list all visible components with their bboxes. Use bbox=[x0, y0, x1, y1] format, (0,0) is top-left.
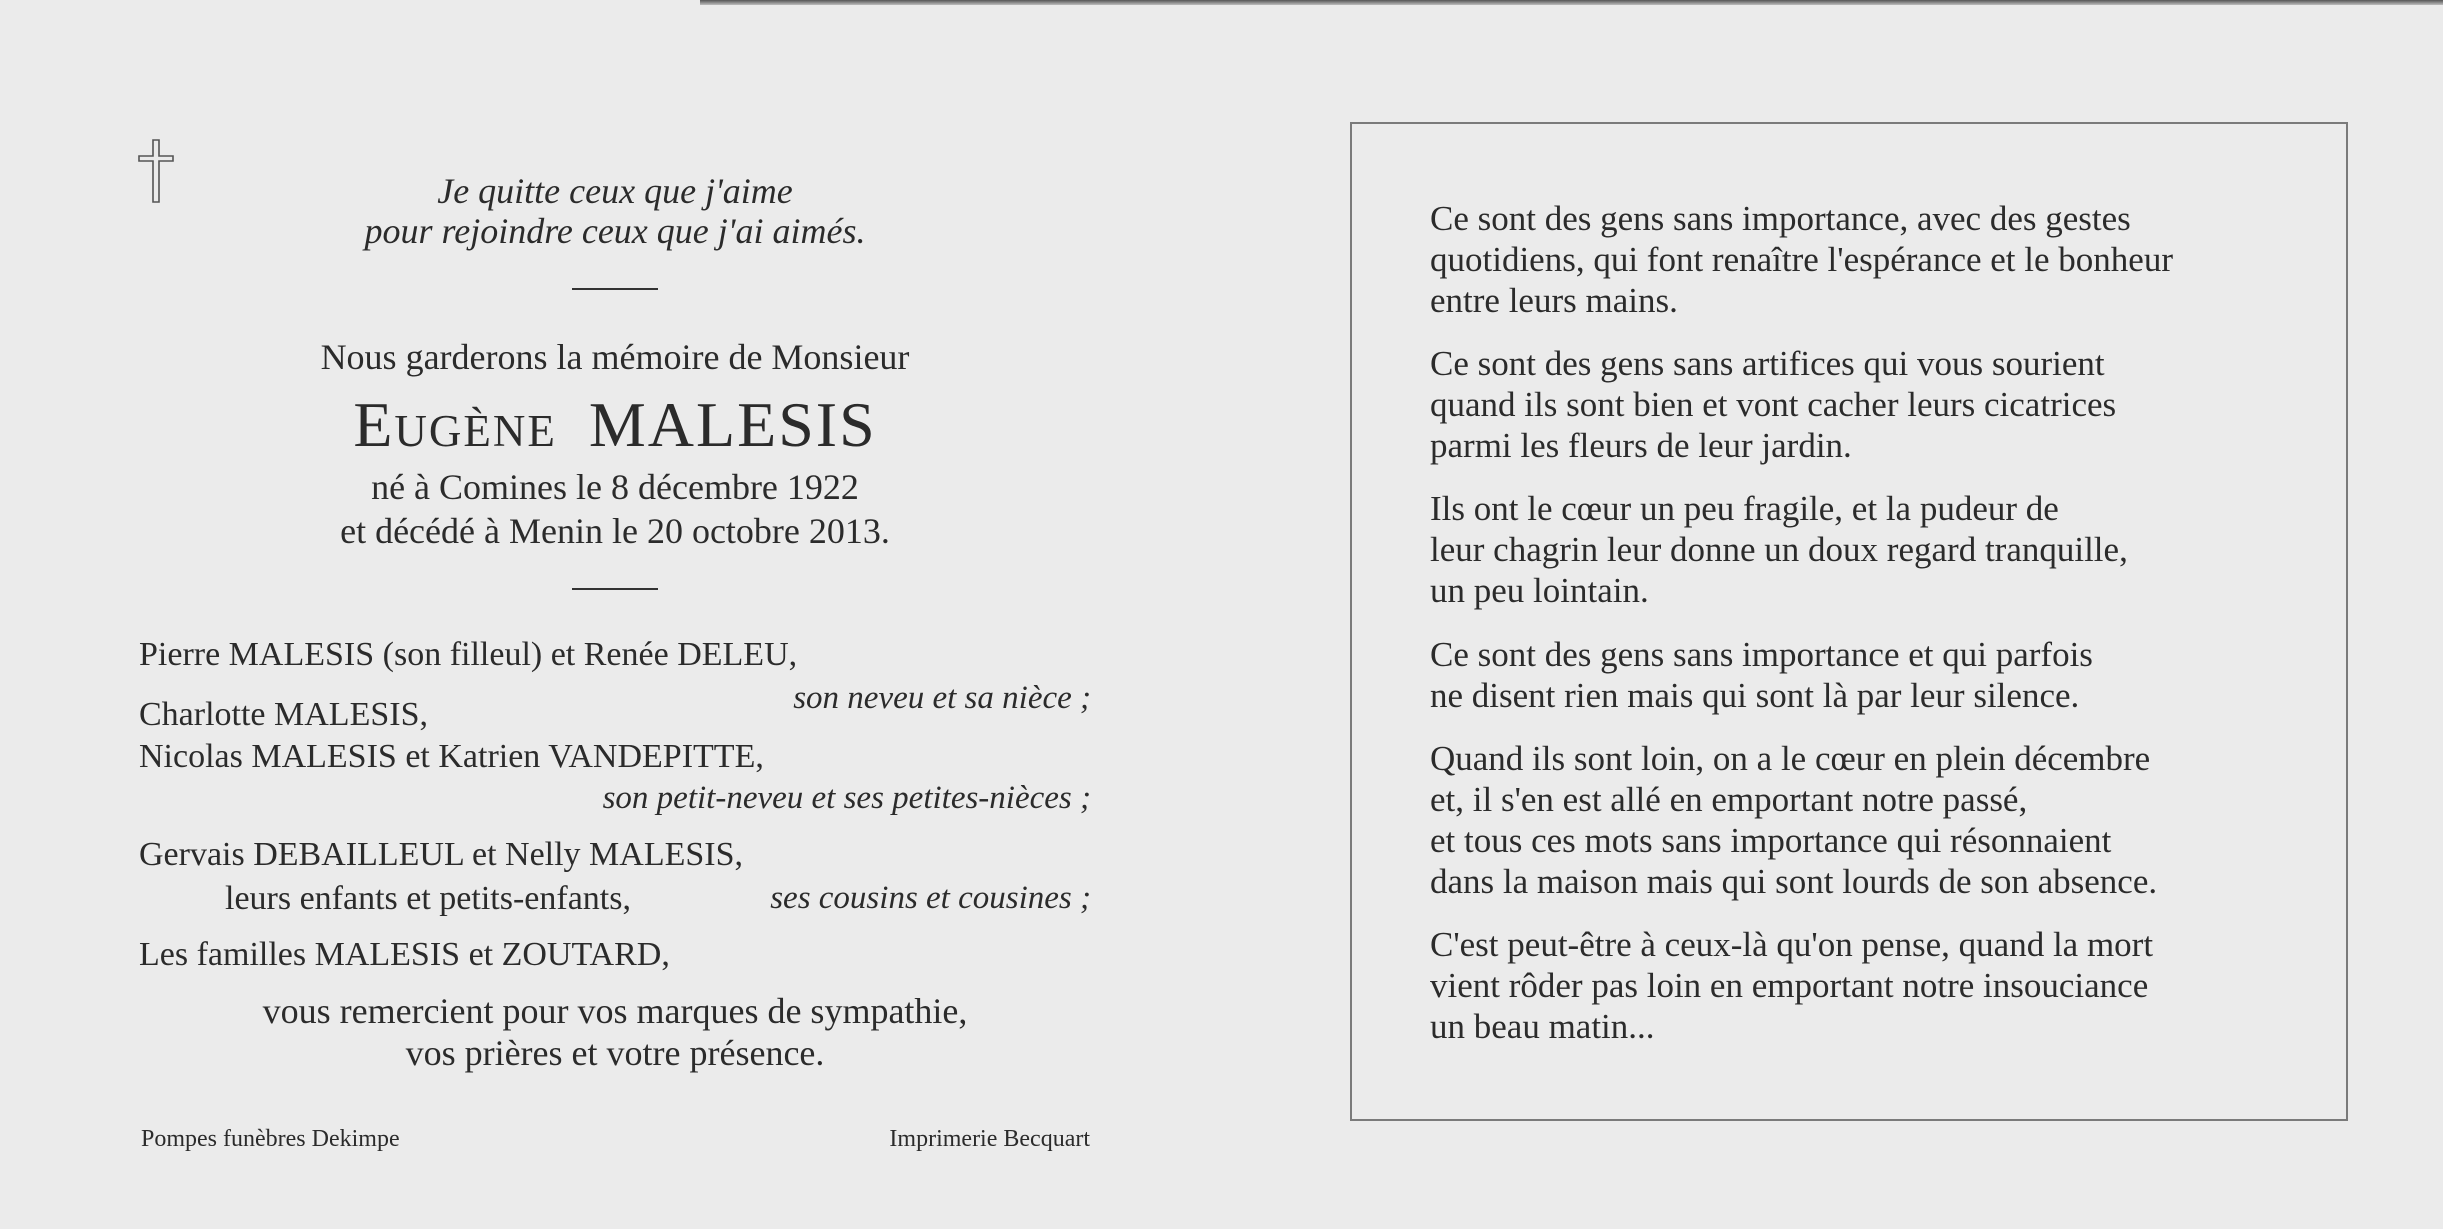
poem-stanza-2 bbox=[1430, 343, 2116, 466]
poem-line: Ce sont des gens sans importance et qui parfois bbox=[1430, 635, 2093, 674]
deceased-last-name: MALESIS bbox=[588, 389, 877, 460]
deceased-first-name: Eugène bbox=[353, 389, 557, 460]
poem-line: un peu lointain. bbox=[1430, 571, 1649, 610]
family-line-4: Gervais DEBAILLEUL et Nelly MALESIS, bbox=[139, 836, 744, 873]
deceased-name bbox=[215, 388, 1015, 462]
family-relation-1: son neveu et sa nièce ; bbox=[793, 680, 1091, 716]
thanks-line-1: vous remercient pour vos marques de sympathie, bbox=[262, 991, 968, 1031]
poem-line: vient rôder pas loin en emportant notre insouciance bbox=[1430, 966, 2149, 1005]
poem-stanza-5 bbox=[1430, 738, 2157, 902]
divider-2 bbox=[572, 588, 658, 590]
poem-line: et, il s'en est allé en emportant notre passé, bbox=[1430, 780, 2028, 819]
intro-text: Nous garderons la mémoire de Monsieur bbox=[320, 337, 910, 377]
poem-line: Ce sont des gens sans artifices qui vous sourient bbox=[1430, 344, 2105, 383]
poem-line: dans la maison mais qui sont lourds de son absence. bbox=[1430, 862, 2158, 901]
poem-line: Ils ont le cœur un peu fragile, et la pudeur de bbox=[1430, 489, 2059, 528]
family-relation-3: ses cousins et cousines ; bbox=[770, 880, 1091, 916]
printer: Imprimerie Becquart bbox=[889, 1126, 1090, 1152]
poem-stanza-3 bbox=[1430, 488, 2128, 611]
poem-line: un beau matin... bbox=[1430, 1007, 1655, 1046]
poem-line: parmi les fleurs de leur jardin. bbox=[1430, 426, 1852, 465]
poem-line: Quand ils sont loin, on a le cœur en plein décembre bbox=[1430, 739, 2151, 778]
cross-icon bbox=[136, 138, 176, 204]
poem-line: entre leurs mains. bbox=[1430, 281, 1678, 320]
epigraph-line-2: pour rejoindre ceux que j'ai aimés. bbox=[364, 211, 866, 251]
poem-line: et tous ces mots sans importance qui résonnaient bbox=[1430, 821, 2112, 860]
death-info: et décédé à Menin le 20 octobre 2013. bbox=[340, 511, 890, 551]
family-line-6: Les familles MALESIS et ZOUTARD, bbox=[139, 936, 670, 973]
poem-line: leur chagrin leur donne un doux regard tranquille, bbox=[1430, 530, 2128, 569]
poem-stanza-6 bbox=[1430, 924, 2153, 1047]
family-line-5: leurs enfants et petits-enfants, bbox=[225, 880, 631, 917]
poem-line: quand ils sont bien et vont cacher leurs cicatrices bbox=[1430, 385, 2117, 424]
thanks-line-2: vos prières et votre présence. bbox=[405, 1033, 825, 1073]
poem-stanza-1 bbox=[1430, 198, 2173, 321]
poem-line: C'est peut-être à ceux-là qu'on pense, quand la mort bbox=[1430, 925, 2154, 964]
poem-line: quotidiens, qui font renaître l'espérance et le bonheur bbox=[1430, 240, 2173, 279]
funeral-home: Pompes funèbres Dekimpe bbox=[141, 1126, 400, 1152]
family-line-2: Charlotte MALESIS, bbox=[139, 696, 428, 733]
top-edge bbox=[700, 0, 2443, 5]
family-relation-2: son petit-neveu et ses petites-nièces ; bbox=[602, 780, 1091, 816]
poem-line: Ce sont des gens sans importance, avec des gestes bbox=[1430, 199, 2131, 238]
poem-stanza-4 bbox=[1430, 634, 2093, 716]
epigraph-line-1: Je quitte ceux que j'aime bbox=[437, 171, 793, 211]
divider-1 bbox=[572, 288, 658, 290]
family-line-3: Nicolas MALESIS et Katrien VANDEPITTE, bbox=[139, 738, 764, 775]
birth-info: né à Comines le 8 décembre 1922 bbox=[371, 467, 859, 507]
poem-line: ne disent rien mais qui sont là par leur silence. bbox=[1430, 676, 2080, 715]
family-line-1: Pierre MALESIS (son filleul) et Renée DELEU, bbox=[139, 636, 798, 673]
